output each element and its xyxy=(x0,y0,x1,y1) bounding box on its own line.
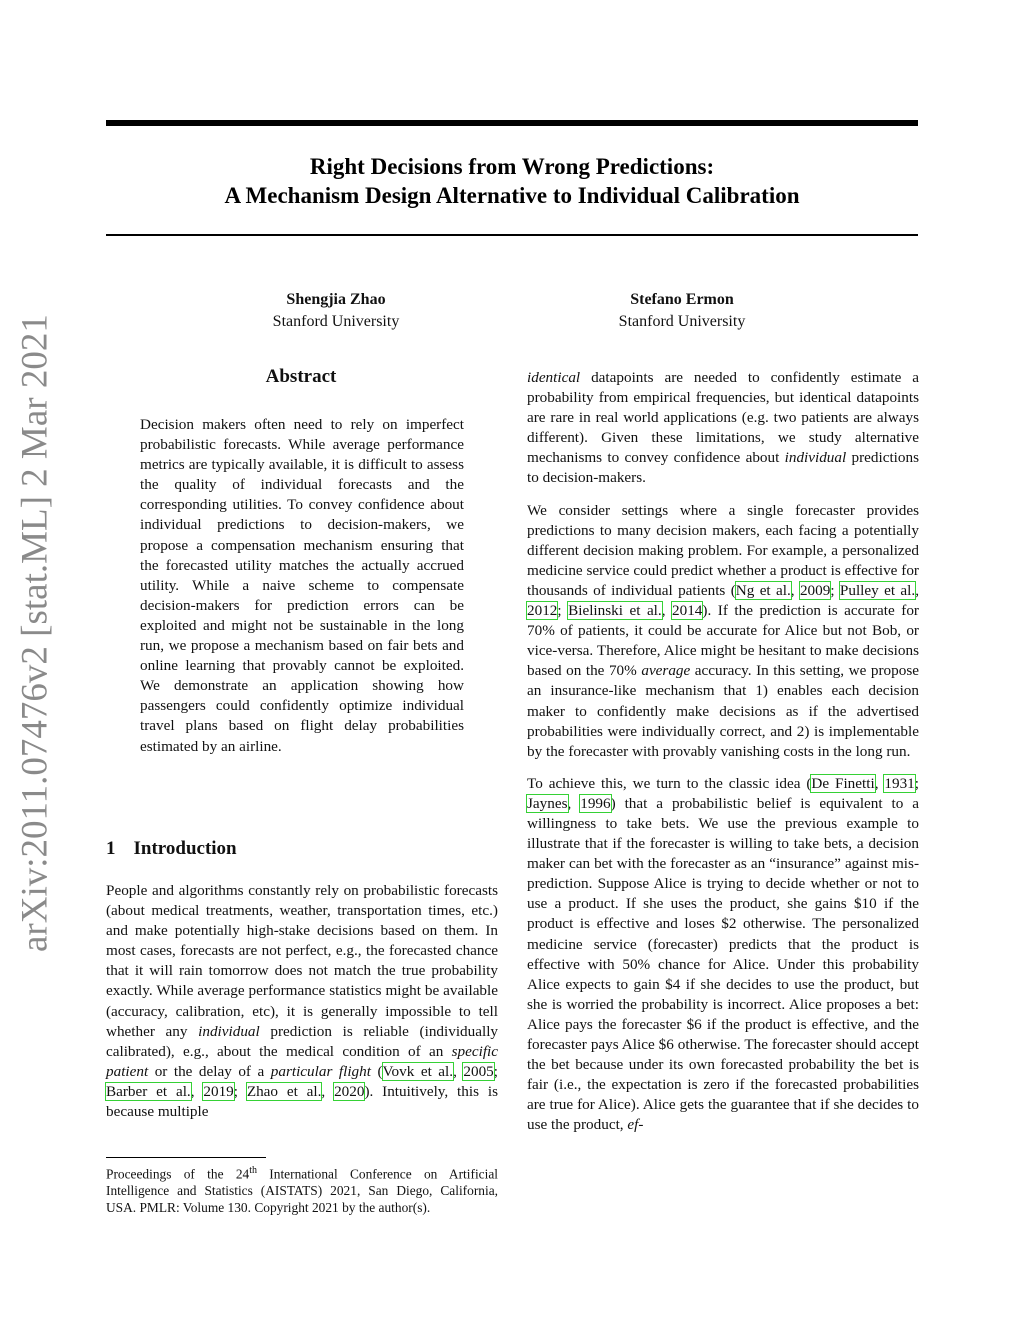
citation-link[interactable]: 2005 xyxy=(463,1062,494,1080)
text-emphasis: individual xyxy=(784,449,847,467)
citation-link[interactable]: 2020 xyxy=(334,1082,365,1100)
paragraph: To achieve this, we turn to the classic idea (De Finetti, 1931; Jaynes, 1996) that a probabilistic belief is equivalent to a willingness to take bets. We use the previous example to illustrate that if the forecaster is willing to take bets, a decision maker can bet with the forecaster as an “insurance” against mis-prediction. Suppose Alice is trying to decide whether or not to use a product. If she uses the product, she gains $10 if the product is effective and loses $2 otherwise. The personalized medicine service (forecaster) predicts that the product is effective with 50% chance for Alice. Under this probability Alice expects to gain $4 if she decides to use the product, but she is worried the probability is incorrect. Alice proposes a bet: Alice pays the forecaster $6 if the product is effective, and the forecaster pays Alice $6 otherwise. The forecaster should accept the bet because under its own forecasted probability the bet is fair (i.e., the expectation is zero if the forecasted probabilities are true for Alice). Alice gets the guarantee that if she decides to use the product, ef- xyxy=(527,774,920,1134)
text-emphasis: average xyxy=(641,662,691,680)
text-run: We consider settings where a single forecaster provides predictions to many decision makers, each facing a potentially different decision making problem. For example, a personalized medicine service could predict whether a product is effective for thousands of individual patients ( xyxy=(527,501,919,599)
citation-link[interactable]: Jaynes xyxy=(527,794,568,812)
citation-link[interactable]: 1996 xyxy=(580,794,611,812)
citation-link[interactable]: 1931 xyxy=(884,774,915,792)
text-run: ) that a probabilistic belief is equivalent to a willingness to take bets. We use the previous example to illustrate that if the forecaster is willing to take bets, a decision maker can bet with the forecaster as an “insurance” against mis-prediction. Suppose Alice is trying to decide whether or not to use a product. If she uses the product, she gains $10 if the product is effective and loses $2 otherwise. The personalized medicine service (forecaster) predicts that the product is effective with 50% chance for Alice. Under this probability Alice expects to gain $4 if she decides to use the product, but she is worried the probability is incorrect. Alice proposes a bet: Alice pays the forecaster $6 if the product is effective, and the forecaster pays Alice $6 otherwise. The forecaster should accept the bet because under its own forecasted probability the bet is fair (i.e., the expectation is zero if the forecasted probabilities are true for Alice). Alice gets the guarantee that if she decides to use the product, xyxy=(527,794,920,1134)
text-run: ). Intuitively, this is because multiple xyxy=(106,1082,498,1121)
section-title: Introduction xyxy=(133,838,237,859)
text-emphasis: identical xyxy=(527,369,581,386)
paragraph xyxy=(527,368,919,489)
citation-link[interactable]: Bielinski et al. xyxy=(568,602,662,620)
author-affiliation: Stanford University xyxy=(618,313,746,330)
footnote xyxy=(106,1162,498,1216)
text-run: International Conference on Artificial Intelligence and Statistics (AISTATS) 2021, San Diego, California, USA. PMLR: Volume 130. Copyright 2021 by the author(s). xyxy=(106,1166,498,1216)
citation-link[interactable]: Ng et al. xyxy=(735,581,791,599)
text-emphasis: ef- xyxy=(627,1116,644,1134)
paper-title xyxy=(106,152,918,210)
text-run: accuracy. In this setting, we propose an insurance-like mechanism that 1) enables each decision maker to confidently make decisions as if the advertised probabilities were individually correct, and 2) is implementable by the forecaster with provably vanishing costs in the long run. xyxy=(527,662,919,760)
text-run: People and algorithms constantly rely on probabilistic forecasts (about medical treatments, weather, transportation times, etc.) and make potentially high-stake decisions based on them. In most cases, forecasts are not perfect, e.g., the forecasted chance that it will rain tomorrow does not match the true probability exactly. While average performance statistics might be available (accuracy, calibration, etc), it is generally impossible to tell whether any xyxy=(106,882,498,1040)
text-run: ). If the prediction is accurate for 70% of patients, it could be accurate for Alice but not Bob, or vice-versa. Therefore, Alice might be hesitant to make decisions based on the 70% xyxy=(527,602,919,680)
title-rule-top xyxy=(106,120,918,126)
author-name: Stefano Ermon xyxy=(630,291,734,308)
author-name: Shengjia Zhao xyxy=(286,291,386,308)
citation-link[interactable]: De Finetti xyxy=(811,774,875,792)
text-run: Proceedings of the 24 xyxy=(106,1166,250,1182)
text-run: ( xyxy=(370,1062,383,1080)
text-run: datapoints are needed to confidently estimate a probability from empirical frequencies, but identical datapoints are rare in real world applications (e.g. two patients are always different). Given these limitations, we study alternative mechanisms to convey confidence about xyxy=(527,369,919,467)
arxiv-identifier-stamp xyxy=(5,314,65,952)
title-line-2: A Mechanism Design Alternative to Individual Calibration xyxy=(224,183,800,208)
text-run: predictions to decision-makers. xyxy=(527,449,920,487)
arxiv-stamp-text: arXiv:2011.07476v2 [stat.ML] 2 Mar 2021 xyxy=(14,314,56,952)
title-rule-bottom xyxy=(106,234,918,236)
paragraph: We consider settings where a single forecaster provides predictions to many decision makers, each facing a potentially different decision making problem. For example, a personalized medicine service could predict whether a product is effective for thousands of individual patients (Ng et al., 2009; Pulley et al., 2012; Bielinski et al., 2014). If the prediction is accurate for 70% of patients, it could be accurate for Alice but not Bob, or vice-versa. Therefore, Alice might be hesitant to make decisions based on the 70% average accuracy. In this setting, we propose an insurance-like mechanism that 1) enables each decision maker to confidently make decisions as if the advertised probabilities were individually correct, and 2) is implementable by the forecaster with provably vanishing costs in the long run. xyxy=(527,501,919,760)
text-run: prediction is reliable (individually calibrated), e.g., about the medical condition of an xyxy=(106,1022,499,1060)
title-line-1: Right Decisions from Wrong Predictions: xyxy=(309,154,715,179)
superscript: th xyxy=(249,1165,257,1176)
author-block-1 xyxy=(206,289,466,333)
text-emphasis: individual xyxy=(198,1022,260,1040)
text-run: or the delay of a xyxy=(148,1062,271,1080)
citation-link[interactable]: 2019 xyxy=(203,1082,234,1100)
citation-link[interactable]: Vovk et al. xyxy=(382,1062,454,1080)
right-column xyxy=(527,368,919,1147)
section-number: 1 xyxy=(106,838,116,859)
text-emphasis: specific patient xyxy=(106,1042,498,1080)
citation-link[interactable]: 2012 xyxy=(527,602,558,620)
text-run: To achieve this, we turn to the classic idea ( xyxy=(527,774,812,792)
intro-paragraph: People and algorithms constantly rely on probabilistic forecasts (about medical treatments, weather, transportation times, etc.) and make potentially high-stake decisions based on them. In most cases, forecasts are not perfect, e.g., the forecasted chance that it will rain tomorrow does not match the true probability exactly. While average performance statistics might be available (accuracy, calibration, etc), it is generally impossible to tell whether any individual prediction is reliable (individually calibrated), e.g., about the medical condition of an specific patient or the delay of a particular flight (Vovk et al., 2005; Barber et al., 2019; Zhao et al., 2020). Intuitively, this is because multiple xyxy=(106,882,499,1121)
abstract-text: Decision makers often need to rely on imperfect probabilistic forecasts. While average performance metrics are typically available, it is difficult to assess the quality of individual forecasts and the corresponding utilities. To convey confidence about individual predictions to decision-makers, we propose a compensation mechanism ensuring that the forecasted utility matches the actually accrued utility. While a naive scheme to compensate decision-makers for prediction errors can be exploited and might not be sustainable in the long run, we propose a mechanism based on fair bets and online learning that provably cannot be exploited. We demonstrate an application showing how passengers could confidently optimize individual travel plans based on flight delay probabilities estimated by an airline. xyxy=(140,416,464,755)
section-heading-introduction xyxy=(106,838,237,860)
abstract-heading: Abstract xyxy=(265,366,337,387)
footnote-rule xyxy=(106,1157,266,1158)
author-block-2 xyxy=(552,289,812,333)
author-affiliation: Stanford University xyxy=(272,313,400,330)
citation-link[interactable]: Zhao et al. xyxy=(246,1082,322,1100)
citation-link[interactable]: 2009 xyxy=(799,581,831,599)
citation-link[interactable]: Barber et al. xyxy=(106,1082,191,1100)
text-emphasis: particular flight xyxy=(270,1062,371,1080)
citation-link[interactable]: 2014 xyxy=(672,602,703,620)
citation-link[interactable]: Pulley et al. xyxy=(839,581,916,599)
